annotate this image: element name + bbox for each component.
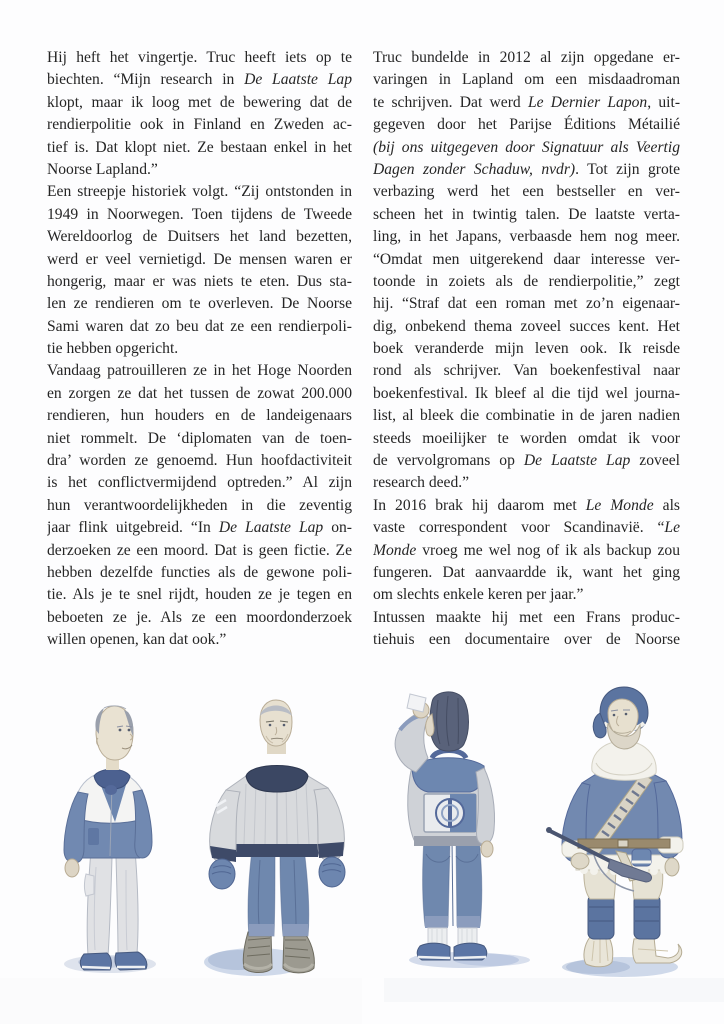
text-line: willen openen, kan dat ook.” (47, 631, 227, 649)
text-line: tief is. Dat klopt niet. Ze bestaan enkel in het (47, 138, 352, 156)
text-line: rond als schrijver. Van boekenfestival naar (373, 362, 680, 380)
text-line: Intussen maakte hij met een Frans produc- (373, 608, 680, 626)
text-line: dig, onbekend thema zoveel succes kent. Het (373, 317, 680, 335)
figure-gaiters (588, 895, 660, 939)
text-line: tie. Als je te snel rijdt, houden ze je tegen en (47, 586, 352, 604)
figure-drinking-hand-and-cup (407, 694, 429, 718)
figure-hand (65, 859, 79, 877)
text-line: klopt, maar ik loog met de bewering dat de (47, 93, 352, 111)
text-line: boek veranderde mijn leven ook. Ik reisde (373, 340, 680, 358)
next-section-strip-right (384, 978, 724, 1002)
text-line: niet rommelt. De ‘diplomaten van de toen- (47, 429, 352, 447)
figure-mitten (665, 858, 679, 876)
text-line: ling, in het Japans, verbaasde hem nog meer. (373, 228, 680, 246)
figure-fur-collar (246, 766, 308, 793)
text-line: len ze rendieren om te overleven. De Noorse (47, 295, 352, 313)
text-line: jaar flink uitgebreid. “In De Laatste Lap on- (47, 519, 352, 537)
text-line: research deed.” (373, 474, 470, 492)
text-line: hongerig, maar er was niets te eten. Dus sta- (47, 272, 352, 290)
text-line: derzoeken ze een moord. Dat is geen fictie. Ze (47, 541, 352, 559)
text-line: scheen het in twintig talen. De laatste verta- (373, 205, 680, 223)
text-line: en zorgen ze dat het tussen de zowat 200.000 (47, 384, 352, 402)
text-line: werd er veel vernietigd. De mensen waren er (47, 250, 352, 268)
next-section-strip-left (0, 978, 362, 1024)
text-line: tiehuis een documentaire over de Noorse (373, 631, 680, 649)
text-line: “Omdat men uitgerekend daar interesse ver- (373, 250, 680, 268)
text-line: Dagen zonder Schaduw, nvdr). Tot zijn grote (373, 160, 680, 178)
figure-head-back (426, 692, 469, 751)
text-line: Monde vroeg me wel nog of ik als backup zou (373, 541, 680, 559)
text-line: fungeren. Dat aanvaardde ik, want het ging (373, 563, 680, 581)
figure-head (593, 687, 648, 749)
text-line: om slechts enkele keren per jaar.” (373, 586, 584, 604)
text-line: Truc bundelde in 2012 al zijn opgedane er- (373, 49, 680, 66)
figure-head (260, 700, 292, 754)
text-line: Een streepje historiek volgt. “Zij ontstonden in (47, 183, 352, 201)
text-line: hij. “Straf dat een roman met zo’n eigenaar- (373, 295, 680, 313)
text-line: biechten. “Mijn research in De Laatste Lap (47, 71, 352, 89)
text-line: tie hebben opgericht. (47, 340, 179, 358)
article-column-left (47, 47, 352, 652)
illustration-figure-casual-man (36, 692, 186, 982)
text-line: Sami waren dat zo beu dat ze een rendierpoli- (47, 317, 352, 335)
text-line: (bij ons uitgegeven door Signatuur als Veertig (373, 138, 680, 156)
figure-jeans (423, 838, 482, 928)
text-line: hun verantwoordelijkheden in die zeventig (47, 496, 352, 514)
jacket-back-emblem-patch (424, 794, 476, 832)
illustration-figure-back-view-man (372, 688, 532, 988)
text-line: 1949 in Noorwegen. Toen tijdens de Tweede (47, 205, 352, 223)
text-line: toonde in zoiets als de rendierpolitie,” zegt (373, 272, 680, 290)
text-line: te schrijven. Dat werd Le Dernier Lapon, uit- (373, 93, 680, 111)
text-line: varingen in Lapland om een misdaadroman (373, 71, 680, 89)
figure-jeans (248, 848, 309, 936)
text-line: de vervolgromans op De Laatste Lap zoveel (373, 452, 680, 470)
figure-trousers (85, 850, 139, 956)
figure-head (95, 706, 133, 770)
text-line: steeds moeilijker te worden omdat ik voor (373, 429, 680, 447)
text-line: Wereldoorlog de Duitsers het land bezetten, (47, 228, 352, 246)
text-line: In 2016 brak hij daarom met Le Monde als (373, 496, 680, 514)
text-line: dra’ worden ze genoemd. Hun hoofdactiviteit (47, 452, 352, 470)
text-line: Hij heft het vingertje. Truc heeft iets op te (47, 49, 352, 66)
figure-gloves (209, 857, 345, 889)
article-column-right (373, 47, 680, 652)
text-line: boekenfestival. Ik bleef al die tijd wel journa- (373, 384, 680, 402)
text-line: rendieren, hun houders en de landeigenaars (47, 407, 352, 425)
text-line: verbazing werd het een bestseller en ver- (373, 183, 680, 201)
text-line: Vandaag patrouilleren ze in het Hoge Noorden (47, 362, 352, 380)
text-line: beboeten ze je. Als ze een moordonderzoek (47, 608, 352, 626)
text-line: list, al bleek die combinatie in de jaren nadien (373, 407, 680, 425)
text-line: Noorse Lapland.” (47, 160, 158, 178)
illustration-figure-burly-man (196, 694, 356, 984)
illustration-figure-sami-man (534, 683, 714, 983)
text-line: rendierpolitie ook in Finland en Zweden ac- (47, 116, 352, 134)
text-line: hebben dezelfde functies als de gewone poli- (47, 563, 352, 581)
text-line: is het conflictvermijdend optreden.” Al zijn (47, 474, 352, 492)
text-line: gegeven door het Parijse Éditions Métailié (373, 116, 680, 134)
text-line: vaste correspondent voor Scandinavië. “Le (373, 519, 680, 537)
